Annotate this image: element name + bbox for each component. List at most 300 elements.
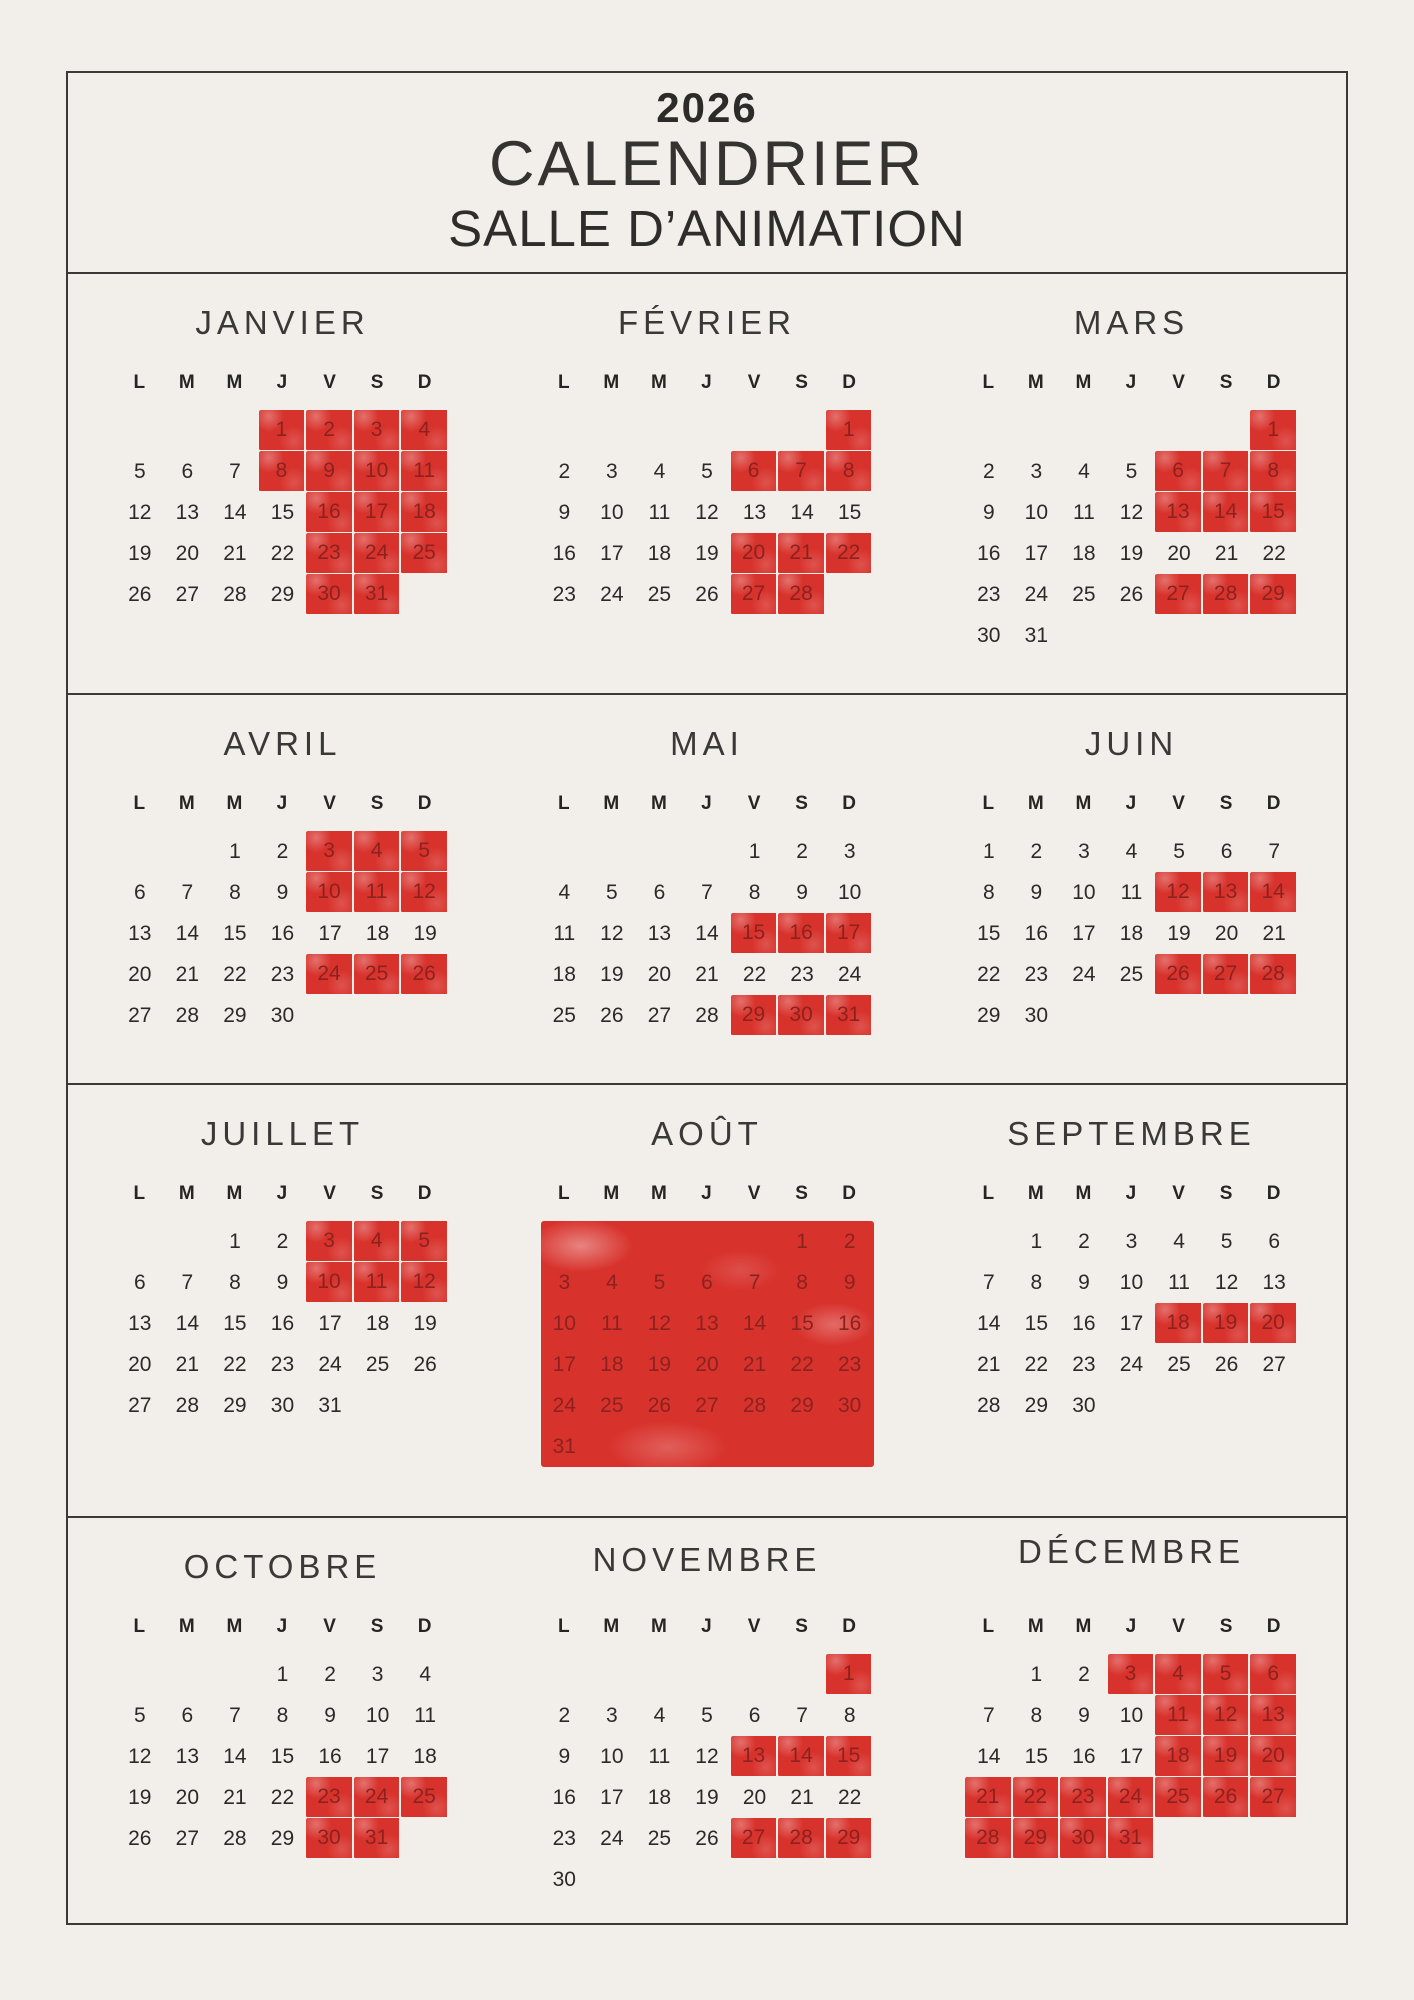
empty-cell bbox=[1108, 410, 1156, 451]
month-row bbox=[68, 1518, 1346, 1923]
day-cell: 24 bbox=[1072, 962, 1096, 986]
weekday-label: V bbox=[1172, 372, 1186, 393]
weekday-label: J bbox=[276, 793, 289, 814]
month-title: NOVEMBRE bbox=[592, 1541, 822, 1578]
day-cell: 24 bbox=[1119, 1352, 1144, 1376]
day-cell: 23 bbox=[977, 582, 1001, 606]
day-cell: 11 bbox=[1073, 500, 1095, 524]
day-cell: 19 bbox=[695, 541, 719, 565]
day-cell: 2 bbox=[558, 1703, 571, 1727]
month-title: OCTOBRE bbox=[183, 1548, 382, 1585]
day-cell-highlighted: 6 bbox=[701, 1270, 713, 1294]
empty-cell bbox=[116, 1221, 164, 1262]
day-cell-highlighted: 27 bbox=[1203, 954, 1251, 995]
day-cell-highlighted: 5 bbox=[1203, 1654, 1251, 1695]
day-cell: 14 bbox=[175, 921, 200, 945]
day-cell: 19 bbox=[413, 921, 437, 945]
day-cell-highlighted: 1 bbox=[259, 410, 307, 451]
day-cell-highlighted: 26 bbox=[401, 954, 449, 995]
day-cell-highlighted: 19 bbox=[647, 1352, 672, 1376]
month-1 bbox=[116, 274, 449, 693]
day-cell: 9 bbox=[324, 1703, 336, 1727]
days-grid bbox=[116, 831, 449, 1036]
day-cell-highlighted: 9 bbox=[843, 1270, 856, 1294]
day-cell: 27 bbox=[175, 1826, 200, 1850]
day-cell: 16 bbox=[552, 541, 576, 565]
day-cell: 8 bbox=[229, 880, 241, 904]
day-cell: 3 bbox=[371, 1662, 384, 1686]
weekday-label: V bbox=[747, 793, 762, 814]
day-cell: 19 bbox=[413, 1311, 437, 1335]
day-cell-highlighted: 15 bbox=[1250, 492, 1298, 533]
month-title: MARS bbox=[1073, 304, 1190, 341]
day-cell: 22 bbox=[977, 962, 1001, 986]
day-cell: 22 bbox=[837, 1785, 862, 1809]
day-cell-highlighted: 17 bbox=[826, 913, 874, 954]
day-cell: 19 bbox=[600, 962, 624, 986]
days-grid bbox=[965, 1221, 1298, 1426]
day-cell-highlighted: 26 bbox=[1203, 1777, 1251, 1818]
weekday-row bbox=[541, 1183, 874, 1209]
day-cell: 25 bbox=[1072, 582, 1096, 606]
weekday-label: J bbox=[276, 372, 289, 393]
day-cell: 14 bbox=[977, 1744, 1001, 1768]
day-cell: 7 bbox=[181, 880, 194, 904]
day-cell: 17 bbox=[318, 921, 342, 945]
day-cell: 2 bbox=[276, 1229, 289, 1253]
weekday-label: M bbox=[226, 1183, 244, 1204]
day-cell-highlighted: 1 bbox=[1250, 410, 1298, 451]
weekday-label: M bbox=[1075, 372, 1093, 393]
day-cell: 4 bbox=[1173, 1229, 1185, 1253]
day-cell: 5 bbox=[1125, 459, 1138, 483]
empty-cell bbox=[636, 831, 684, 872]
day-cell: 22 bbox=[1024, 1352, 1049, 1376]
day-cell-highlighted: 11 bbox=[401, 451, 449, 492]
day-cell: 17 bbox=[1119, 1311, 1144, 1335]
day-cell: 7 bbox=[982, 1703, 995, 1727]
empty-cell bbox=[1060, 410, 1108, 451]
weekday-label: L bbox=[982, 372, 996, 393]
day-cell: 8 bbox=[843, 1703, 856, 1727]
days-grid bbox=[541, 831, 874, 1036]
weekday-label: V bbox=[1172, 1183, 1186, 1204]
day-cell: 6 bbox=[748, 1703, 761, 1727]
day-cell-highlighted: 19 bbox=[1203, 1303, 1251, 1344]
empty-cell bbox=[541, 1221, 589, 1262]
day-cell: 2 bbox=[324, 1662, 336, 1686]
day-cell-highlighted: 11 bbox=[600, 1311, 623, 1335]
weekday-label: D bbox=[417, 793, 433, 814]
day-cell: 30 bbox=[552, 1867, 576, 1891]
weekday-label: J bbox=[1125, 793, 1138, 814]
day-cell-highlighted: 10 bbox=[306, 1262, 354, 1303]
days-grid bbox=[541, 1221, 874, 1467]
weekday-label: M bbox=[603, 793, 621, 814]
weekday-label: M bbox=[1027, 372, 1045, 393]
day-cell: 17 bbox=[1024, 541, 1049, 565]
day-cell-highlighted: 6 bbox=[1250, 1654, 1298, 1695]
empty-cell bbox=[731, 1221, 779, 1262]
weekday-label: V bbox=[1172, 793, 1186, 814]
days-grid bbox=[116, 410, 449, 615]
day-cell: 29 bbox=[223, 1003, 247, 1027]
day-cell-highlighted: 15 bbox=[826, 1736, 874, 1777]
day-cell: 6 bbox=[181, 459, 194, 483]
day-cell: 9 bbox=[982, 500, 995, 524]
day-cell-highlighted: 4 bbox=[354, 1221, 402, 1262]
day-cell-highlighted: 19 bbox=[1203, 1736, 1251, 1777]
day-cell: 29 bbox=[270, 1826, 295, 1850]
day-cell: 8 bbox=[1030, 1270, 1043, 1294]
day-cell: 16 bbox=[1024, 921, 1049, 945]
day-cell-highlighted: 14 bbox=[778, 1736, 826, 1777]
weekday-label: M bbox=[650, 1616, 668, 1637]
day-cell-highlighted: 25 bbox=[401, 533, 449, 574]
weekday-label: L bbox=[982, 793, 996, 814]
day-cell: 29 bbox=[223, 1393, 247, 1417]
weekday-label: L bbox=[982, 1183, 996, 1204]
day-cell-highlighted: 20 bbox=[1250, 1736, 1298, 1777]
day-cell: 7 bbox=[229, 1703, 241, 1727]
day-cell: 25 bbox=[552, 1003, 576, 1027]
day-cell-highlighted: 25 bbox=[354, 954, 402, 995]
day-cell: 18 bbox=[552, 962, 576, 986]
day-cell: 10 bbox=[600, 500, 624, 524]
weekday-row bbox=[965, 1616, 1298, 1642]
day-cell-highlighted: 27 bbox=[1155, 574, 1203, 615]
weekday-label: M bbox=[226, 372, 244, 393]
month-row bbox=[68, 274, 1346, 695]
day-cell-highlighted: 22 bbox=[826, 533, 874, 574]
day-cell: 16 bbox=[977, 541, 1001, 565]
day-cell-highlighted: 7 bbox=[778, 451, 826, 492]
weekday-label: J bbox=[701, 1616, 713, 1637]
month-title: AOÛT bbox=[651, 1115, 763, 1152]
weekday-label: M bbox=[1027, 1183, 1045, 1204]
day-cell: 7 bbox=[701, 880, 713, 904]
day-cell: 9 bbox=[1078, 1703, 1090, 1727]
page-title: CALENDRIER bbox=[488, 129, 926, 200]
day-cell-highlighted: 29 bbox=[790, 1393, 814, 1417]
day-cell-highlighted: 30 bbox=[778, 995, 826, 1036]
day-cell: 27 bbox=[1262, 1352, 1286, 1376]
day-cell: 14 bbox=[175, 1311, 200, 1335]
day-cell: 13 bbox=[175, 1744, 200, 1768]
day-cell: 2 bbox=[276, 839, 289, 863]
day-cell: 6 bbox=[133, 880, 146, 904]
day-cell: 6 bbox=[133, 1270, 146, 1294]
day-cell: 15 bbox=[270, 500, 295, 524]
day-cell-highlighted: 5 bbox=[401, 831, 449, 872]
day-cell: 17 bbox=[1119, 1744, 1144, 1768]
day-cell: 17 bbox=[1072, 921, 1096, 945]
weekday-row bbox=[965, 1183, 1298, 1209]
weekday-label: S bbox=[1219, 1616, 1234, 1637]
day-cell: 18 bbox=[1072, 541, 1096, 565]
day-cell-highlighted: 12 bbox=[1203, 1695, 1251, 1736]
day-cell-highlighted: 25 bbox=[600, 1393, 624, 1417]
day-cell: 24 bbox=[318, 1352, 342, 1376]
weekday-label: M bbox=[650, 1183, 668, 1204]
weekday-label: M bbox=[650, 793, 668, 814]
day-cell: 5 bbox=[701, 459, 713, 483]
day-cell: 2 bbox=[1030, 839, 1043, 863]
empty-cell bbox=[636, 1654, 684, 1695]
weekday-label: S bbox=[795, 372, 809, 393]
empty-cell bbox=[683, 831, 731, 872]
day-cell: 8 bbox=[276, 1703, 289, 1727]
day-cell-highlighted: 17 bbox=[354, 492, 402, 533]
weekday-label: L bbox=[133, 1616, 147, 1637]
day-cell: 2 bbox=[982, 459, 995, 483]
day-cell: 25 bbox=[365, 1352, 390, 1376]
day-cell: 20 bbox=[128, 1352, 152, 1376]
day-cell-highlighted: 4 bbox=[606, 1270, 618, 1294]
empty-cell bbox=[211, 1654, 259, 1695]
day-cell: 13 bbox=[128, 1311, 152, 1335]
day-cell-highlighted: 31 bbox=[552, 1434, 576, 1458]
day-cell: 20 bbox=[128, 962, 152, 986]
days-grid bbox=[116, 1654, 449, 1859]
month-6 bbox=[965, 695, 1298, 1083]
day-cell: 13 bbox=[128, 921, 152, 945]
day-cell-highlighted: 2 bbox=[843, 1229, 856, 1253]
day-cell-highlighted: 27 bbox=[695, 1393, 719, 1417]
day-cell-highlighted: 30 bbox=[837, 1393, 862, 1417]
day-cell: 13 bbox=[175, 500, 200, 524]
day-cell: 1 bbox=[276, 1662, 289, 1686]
month-title: DÉCEMBRE bbox=[1017, 1533, 1246, 1570]
weekday-label: S bbox=[370, 1183, 385, 1204]
day-cell: 30 bbox=[1024, 1003, 1049, 1027]
day-cell: 12 bbox=[1214, 1270, 1239, 1294]
day-cell-highlighted: 15 bbox=[731, 913, 779, 954]
weekday-label: M bbox=[178, 793, 196, 814]
day-cell-highlighted: 18 bbox=[401, 492, 449, 533]
day-cell-highlighted: 23 bbox=[306, 1777, 354, 1818]
day-cell-highlighted: 24 bbox=[354, 1777, 402, 1818]
empty-cell bbox=[778, 410, 826, 451]
weekday-label: D bbox=[842, 793, 858, 814]
day-cell: 25 bbox=[1167, 1352, 1191, 1376]
day-cell: 21 bbox=[695, 962, 719, 986]
empty-cell bbox=[1203, 410, 1251, 451]
day-cell-highlighted: 18 bbox=[600, 1352, 624, 1376]
weekday-label: S bbox=[370, 372, 385, 393]
day-cell: 10 bbox=[1119, 1270, 1144, 1294]
month-row bbox=[68, 1085, 1346, 1518]
day-cell: 25 bbox=[647, 582, 672, 606]
day-cell-highlighted: 27 bbox=[1250, 1777, 1298, 1818]
weekday-label: D bbox=[417, 1183, 433, 1204]
day-cell-highlighted: 15 bbox=[790, 1311, 814, 1335]
day-cell: 6 bbox=[181, 1703, 194, 1727]
day-cell: 24 bbox=[600, 582, 624, 606]
weekday-label: M bbox=[603, 1183, 621, 1204]
day-cell: 23 bbox=[552, 1826, 576, 1850]
day-cell: 16 bbox=[552, 1785, 576, 1809]
empty-cell bbox=[1155, 410, 1203, 451]
day-cell: 11 bbox=[1120, 880, 1143, 904]
day-cell-highlighted: 31 bbox=[826, 995, 874, 1036]
month-title: MAI bbox=[670, 725, 744, 762]
empty-cell bbox=[116, 410, 164, 451]
day-cell: 17 bbox=[365, 1744, 390, 1768]
empty-cell bbox=[164, 831, 212, 872]
empty-cell bbox=[731, 410, 779, 451]
day-cell: 15 bbox=[837, 500, 862, 524]
day-cell: 5 bbox=[606, 880, 618, 904]
day-cell: 20 bbox=[647, 962, 672, 986]
day-cell: 26 bbox=[413, 1352, 437, 1376]
day-cell: 26 bbox=[695, 1826, 719, 1850]
day-cell: 1 bbox=[748, 839, 761, 863]
day-cell: 18 bbox=[1119, 921, 1144, 945]
day-cell: 7 bbox=[982, 1270, 995, 1294]
day-cell-highlighted: 17 bbox=[552, 1352, 576, 1376]
day-cell: 18 bbox=[647, 1785, 672, 1809]
day-cell: 29 bbox=[977, 1003, 1001, 1027]
day-cell-highlighted: 30 bbox=[1060, 1818, 1108, 1859]
day-cell-highlighted: 13 bbox=[695, 1311, 719, 1335]
day-cell: 6 bbox=[1220, 839, 1233, 863]
day-cell: 27 bbox=[647, 1003, 672, 1027]
weekday-label: V bbox=[747, 1183, 762, 1204]
day-cell: 9 bbox=[276, 880, 289, 904]
month-title: JUIN bbox=[1084, 725, 1179, 762]
empty-cell bbox=[164, 410, 212, 451]
day-cell: 31 bbox=[318, 1393, 342, 1417]
empty-cell bbox=[211, 410, 259, 451]
day-cell: 10 bbox=[1024, 500, 1049, 524]
day-cell: 14 bbox=[790, 500, 814, 524]
weekday-label: L bbox=[133, 1183, 147, 1204]
weekday-row bbox=[116, 1183, 449, 1209]
day-cell: 16 bbox=[270, 921, 295, 945]
day-cell: 5 bbox=[133, 459, 146, 483]
day-cell: 13 bbox=[742, 500, 767, 524]
day-cell: 25 bbox=[647, 1826, 672, 1850]
day-cell-highlighted: 5 bbox=[653, 1270, 666, 1294]
day-cell-highlighted: 31 bbox=[354, 574, 402, 615]
day-cell: 20 bbox=[1214, 921, 1239, 945]
day-cell: 30 bbox=[1072, 1393, 1096, 1417]
day-cell-highlighted: 28 bbox=[778, 574, 826, 615]
day-cell: 27 bbox=[175, 582, 200, 606]
day-cell-highlighted: 28 bbox=[742, 1393, 767, 1417]
month-title: AVRIL bbox=[223, 725, 342, 762]
day-cell: 26 bbox=[695, 582, 719, 606]
weekday-row bbox=[965, 372, 1298, 398]
day-cell-highlighted: 28 bbox=[1203, 574, 1251, 615]
weekday-label: J bbox=[276, 1616, 289, 1637]
day-cell-highlighted: 13 bbox=[1203, 872, 1251, 913]
weekday-label: J bbox=[1125, 1616, 1138, 1637]
day-cell-highlighted: 13 bbox=[1155, 492, 1203, 533]
day-cell: 21 bbox=[223, 1785, 247, 1809]
day-cell: 8 bbox=[229, 1270, 241, 1294]
day-cell-highlighted: 21 bbox=[742, 1352, 767, 1376]
day-cell: 1 bbox=[1030, 1662, 1043, 1686]
day-cell-highlighted: 10 bbox=[552, 1311, 576, 1335]
day-cell-highlighted: 5 bbox=[401, 1221, 449, 1262]
day-cell: 19 bbox=[1119, 541, 1144, 565]
day-cell-highlighted: 24 bbox=[552, 1393, 576, 1417]
day-cell: 22 bbox=[270, 541, 295, 565]
weekday-label: M bbox=[178, 372, 196, 393]
day-cell-highlighted: 14 bbox=[1203, 492, 1251, 533]
day-cell: 10 bbox=[837, 880, 862, 904]
day-cell: 18 bbox=[413, 1744, 437, 1768]
month-10 bbox=[116, 1518, 449, 1923]
weekday-label: J bbox=[1125, 1183, 1138, 1204]
month-2 bbox=[541, 274, 874, 693]
day-cell: 11 bbox=[553, 921, 576, 945]
day-cell: 9 bbox=[1078, 1270, 1090, 1294]
day-cell: 4 bbox=[1125, 839, 1138, 863]
day-cell-highlighted: 27 bbox=[731, 1818, 779, 1859]
day-cell: 16 bbox=[1072, 1744, 1096, 1768]
empty-cell bbox=[164, 1654, 212, 1695]
empty-cell bbox=[164, 1221, 212, 1262]
day-cell-highlighted: 14 bbox=[742, 1311, 767, 1335]
day-cell-highlighted: 7 bbox=[748, 1270, 761, 1294]
month-7 bbox=[116, 1085, 449, 1516]
day-cell-highlighted: 8 bbox=[259, 451, 307, 492]
weekday-label: V bbox=[323, 1183, 337, 1204]
empty-cell bbox=[588, 1654, 636, 1695]
day-cell: 16 bbox=[270, 1311, 295, 1335]
day-cell: 23 bbox=[270, 1352, 295, 1376]
day-cell: 23 bbox=[790, 962, 814, 986]
weekday-label: L bbox=[557, 1616, 571, 1637]
day-cell: 17 bbox=[600, 1785, 624, 1809]
empty-cell bbox=[541, 410, 589, 451]
day-cell: 28 bbox=[223, 582, 247, 606]
day-cell: 3 bbox=[1078, 839, 1090, 863]
day-cell: 14 bbox=[695, 921, 719, 945]
day-cell: 15 bbox=[1024, 1311, 1049, 1335]
day-cell: 3 bbox=[843, 839, 856, 863]
day-cell: 3 bbox=[1030, 459, 1043, 483]
day-cell: 12 bbox=[128, 1744, 152, 1768]
day-cell: 29 bbox=[270, 582, 295, 606]
day-cell: 13 bbox=[1262, 1270, 1286, 1294]
day-cell-highlighted: 7 bbox=[1203, 451, 1251, 492]
day-cell-highlighted: 29 bbox=[1250, 574, 1298, 615]
day-cell: 3 bbox=[1125, 1229, 1138, 1253]
weekday-label: S bbox=[795, 1616, 809, 1637]
day-cell: 4 bbox=[558, 880, 571, 904]
weekday-label: V bbox=[1172, 1616, 1186, 1637]
month-row bbox=[68, 695, 1346, 1085]
weekday-label: S bbox=[1219, 1183, 1234, 1204]
day-cell: 18 bbox=[647, 541, 672, 565]
day-cell-highlighted: 27 bbox=[731, 574, 779, 615]
day-cell-highlighted: 29 bbox=[731, 995, 779, 1036]
weekday-label: V bbox=[323, 1616, 337, 1637]
day-cell: 21 bbox=[175, 962, 200, 986]
day-cell: 9 bbox=[558, 1744, 571, 1768]
day-cell-highlighted: 3 bbox=[306, 831, 354, 872]
day-cell: 21 bbox=[977, 1352, 1001, 1376]
day-cell-highlighted: 11 bbox=[354, 1262, 402, 1303]
day-cell-highlighted: 25 bbox=[1155, 1777, 1203, 1818]
day-cell-highlighted: 12 bbox=[647, 1311, 672, 1335]
day-cell-highlighted: 6 bbox=[1155, 451, 1203, 492]
day-cell-highlighted: 23 bbox=[1060, 1777, 1108, 1818]
